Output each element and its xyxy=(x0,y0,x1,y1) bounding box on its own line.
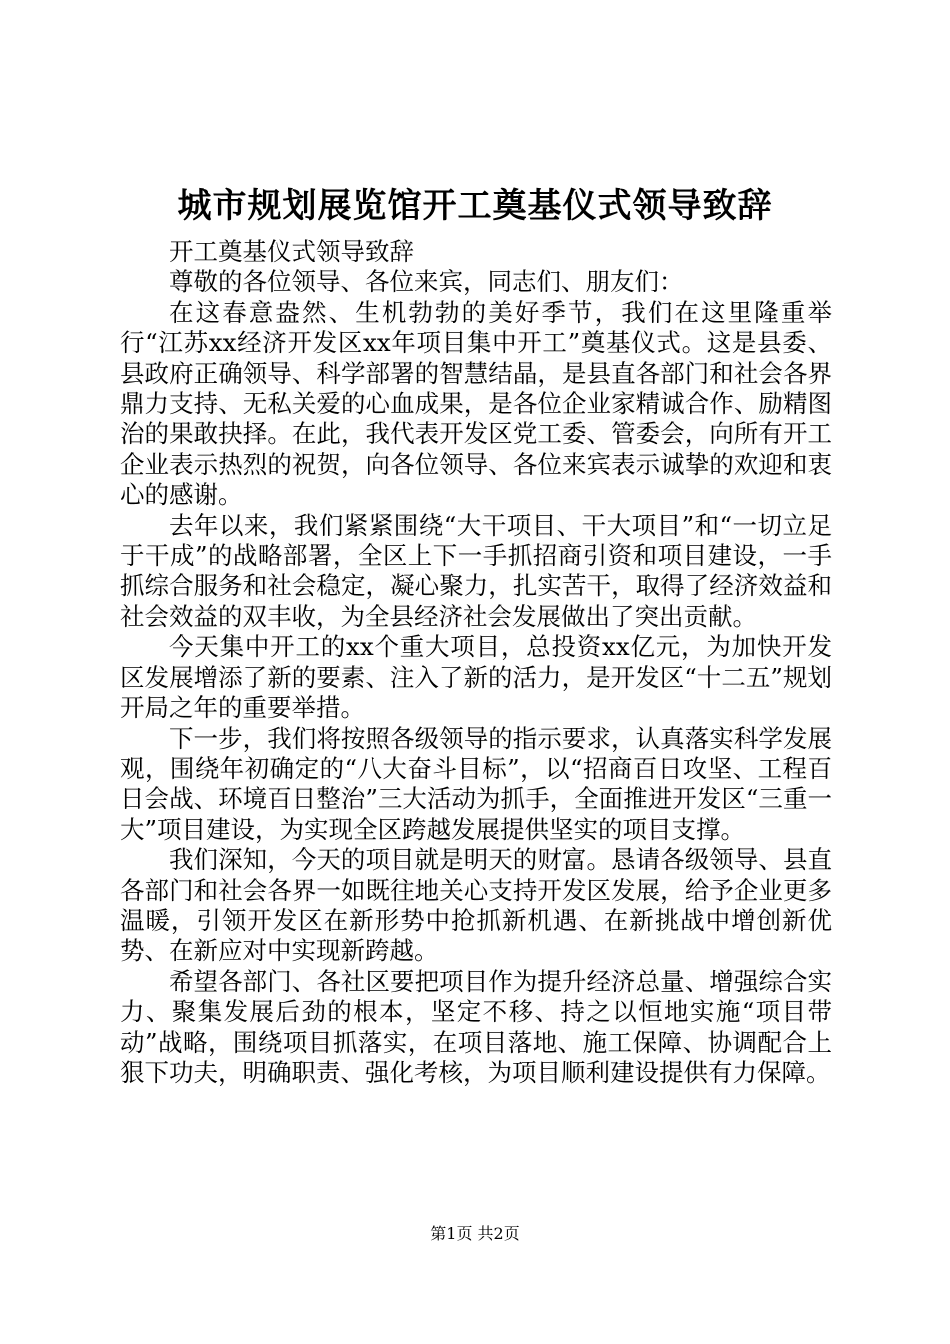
body-paragraph: 今天集中开工的xx个重大项目，总投资xx亿元，为加快开发区发展增添了新的要素、注入了新的活力，是开发区“十二五”规划开局之年的重要举措。 xyxy=(120,632,832,723)
subtitle-paragraph: 开工奠基仪式领导致辞 xyxy=(169,237,414,266)
body-paragraph: 在这春意盎然、生机勃勃的美好季节，我们在这里隆重举行“江苏xx经济开发区xx年项目集中开工”奠基仪式。这是县委、县政府正确领导、科学部署的智慧结晶，是县直各部门和社会各界鼎力支持、无私关爱的心血成果，是各位企业家精诚合作、励精图治的果敢抉择。在此，我代表开发区党工委、管委会，向所有开工企业表示热烈的祝贺，向各位领导、各位来宾表示诚挚的欢迎和衷心的感谢。 xyxy=(120,297,832,510)
document-body xyxy=(120,237,832,1088)
document-title: 城市规划展览馆开工奠基仪式领导致辞 xyxy=(177,186,773,226)
body-paragraph: 希望各部门、各社区要把项目作为提升经济总量、增强综合实力、聚集发展后劲的根本，坚定不移、持之以恒地实施“项目带动”战略，围绕项目抓落实，在项目落地、施工保障、协调配合上狠下功夫，明确职责、强化考核，为项目顺利建设提供有力保障。 xyxy=(120,966,832,1087)
page-number-footer: 第1页 共2页 xyxy=(430,1224,520,1243)
salutation-paragraph: 尊敬的各位领导、各位来宾，同志们、朋友们： xyxy=(169,267,684,297)
body-paragraph: 我们深知，今天的项目就是明天的财富。恳请各级领导、县直各部门和社会各界一如既往地关心支持开发区发展，给予企业更多温暖，引领开发区在新形势中抢抓新机遇、在新挑战中增创新优势、在新应对中实现新跨越。 xyxy=(120,845,832,966)
body-paragraph: 去年以来，我们紧紧围绕“大干项目、干大项目”和“一切立足于干成”的战略部署，全区上下一手抓招商引资和项目建设，一手抓综合服务和社会稳定，凝心聚力，扎实苦干，取得了经济效益和社会效益的双丰收，为全县经济社会发展做出了突出贡献。 xyxy=(120,510,832,631)
body-paragraph: 下一步，我们将按照各级领导的指示要求，认真落实科学发展观，围绕年初确定的“八大奋斗目标”，以“招商百日攻坚、工程百日会战、环境百日整治”三大活动为抓手，全面推进开发区“三重一大”项目建设，为实现全区跨越发展提供坚实的项目支撑。 xyxy=(120,723,832,844)
